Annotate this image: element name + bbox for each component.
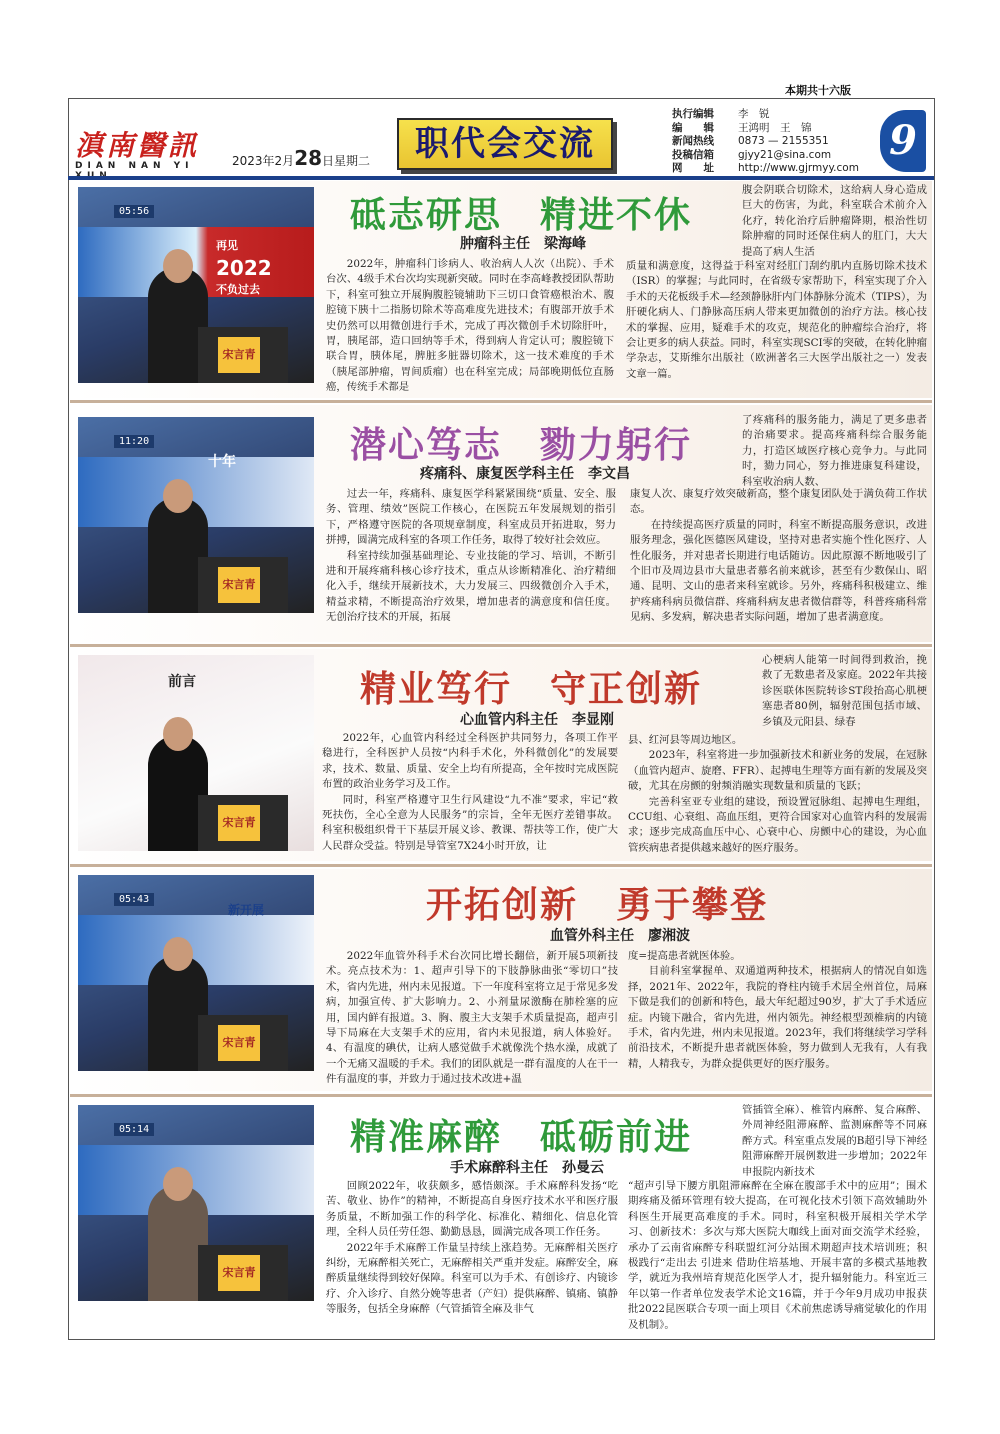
masthead-pinyin: DIAN NAN YI (75, 161, 194, 171)
paragraph: 在持续提高医疗质量的同时，科室不断提高服务意识，改进服务理念，强化医德医风建设，坚持对患者实施个性化医疗、人性化服务，并对患者长期进行电话随访。因此原源不断地吸引了个旧市及周边县市大量患者慕名前来就诊，甚至有少数保山、昭通、昆明、文山的患者来科室就诊。另外，疼痛科积极建立、维护疼痛科病员微信群、疼痛科病友患者微信群等，科普疼痛科常见病、多发病，解决患者实际问题，增加了患者满意度。 (630, 518, 927, 624)
article-byline: 血管外科主任 廖湘波 (550, 928, 690, 944)
staff-website[interactable]: http://www.gjrmyy.com (738, 162, 859, 174)
article-photo (78, 875, 314, 1071)
article-byline: 手术麻醉科主任 孙曼云 (450, 1160, 604, 1176)
article-headline: 精准麻醉 砥砺前进 (350, 1117, 693, 1158)
article-photo (78, 655, 314, 851)
article-column-top (742, 183, 927, 260)
clock-display: 05:14 (114, 1123, 154, 1136)
article-separator (70, 400, 932, 403)
article-column-right (628, 949, 927, 1072)
masthead-logo (75, 131, 225, 175)
paragraph: 2022年，肿瘤科门诊病人、收治病人人次（出院）、手术台次、4级手术台次均实现新突破。同时在李高峰教授团队帮助下，科室可独立开展胸腹腔镜辅助下三切口食管癌根治术、腹腔镜下胰十二指肠切除术等高难度先进技术；有腹部开放手术史仍然可以用微创进行手术，完成了再次微创手术切除肝叶，胃，胰尾部，造口回纳等手术，得到病人肯定认可；腹腔镜下联合胃，胰体尾，脾脏多脏器切除术，这一技术难度的手术（胰尾部肿瘤，胃间质瘤）也在科室完成；局部晚期低位直肠癌，传统手术都是 (326, 258, 614, 394)
staff-label: 网 址 (672, 162, 714, 174)
staff-label: 投稿信箱 (672, 148, 714, 161)
clock-display: 05:43 (114, 893, 154, 906)
slide-title: 新开展 (228, 903, 265, 917)
clock-display: 11:20 (114, 435, 154, 448)
paragraph: 2023年，科室将进一步加强新技术和新业务的发展，在冠脉（血管内超声、旋磨、FFR）、起搏电生理等方面有新的发展及突破，尤其在房颤的射频消融实现数量和质量的飞跃； (628, 749, 927, 793)
article-headline: 精业笃行 守正创新 (360, 669, 703, 710)
article-photo (78, 1105, 314, 1301)
paragraph: 度=提高患者就医体验。 (628, 950, 741, 962)
section-title: 职代会交流 (415, 124, 595, 164)
podium-nameplate: 宋言青 (218, 567, 260, 603)
paragraph: 腹会阴联合切除术，这给病人身心造成巨大的伤害，为此，科室联合术前介入化疗，转化治疗后肿瘤降期，根治性切除肿瘤的同时还保住病人的肛门，大大提高了病人生活 (742, 184, 927, 258)
article-oncology (70, 181, 932, 398)
paragraph: 2022年，心血管内科经过全科医护共同努力，各项工作平稳进行，全科医护人员按“内科手术化，外科微创化”的发展要求，技术、数量、质量、安全上均有所提高，全年按时完成医院布置的政治业务学习及工作。 (322, 732, 618, 791)
article-photo (78, 417, 314, 613)
article-separator (70, 864, 932, 867)
speaker-head (163, 717, 193, 751)
paragraph: 了疼痛科的服务能力，满足了更多患者的治痛要求。提高疼痛科综合服务能力，打造区域医疗核心竞争力。与此同时，勠力同心，努力推进康复科建设，科室收治病人数、 (742, 414, 927, 488)
page-number: 9 (880, 110, 926, 172)
podium-nameplate: 宋言青 (218, 805, 260, 841)
paragraph: 质量和满意度，这得益于科室对经肛门刮约肌内直肠切除术技术（ISR）的掌握；与此同时，在省级专家帮助下，科室实现了介入手术的天花板级手术—经颈静脉肝内门体静脉分流术（TIPS），为肝硬化病人、门静脉高压病人带来更加微创的治疗方法。核心技术的掌握、应用，疑难手术的攻克，规范化的肿瘤综合治疗，将会让更多的病人获益。同时，科室实现SCI零的突破，在转化肿瘤学杂志，艾斯维尔出版社（欧洲著名三大医学出版社之一）发表文章一篇。 (626, 260, 927, 380)
article-column-left (326, 487, 616, 626)
paragraph: 心梗病人能第一时间得到救治，挽救了无数患者及家庭。2022年共接诊医联体医院转诊ST段抬高心肌梗塞患者80例，辐射范围包括市域、乡镇及元阳县、绿春 (762, 654, 927, 728)
slogan-year: 2022 (216, 256, 272, 280)
paragraph: 管插管全麻）、椎管内麻醉、复合麻醉、外周神经阻滞麻醉、监测麻醉等不同麻醉方式。科室重点发展的B超引导下神经阻滞麻醉开展例数进一步增加；2022年申报院内新技术 (742, 1104, 927, 1178)
paragraph: 完善科室亚专业组的建设，预设置冠脉组、起搏电生理组，CCU组、心衰组、高血压组，更符合国家对心血管内科的发展需求；逐步完成高血压中心、心衰中心、房颤中心的建设，为心血管疾病患者提供越来越好的医疗服务。 (628, 795, 927, 854)
header-rule (68, 176, 934, 180)
article-column-top (742, 1103, 927, 1180)
paragraph: 县、红河县等周边地区。 (628, 734, 743, 746)
staff-email[interactable]: gjyy21@sina.com (738, 148, 832, 161)
staff-list (672, 108, 859, 176)
article-column-right (628, 1179, 927, 1333)
paragraph: 康复人次、康复疗效突破新高，整个康复团队处于满负荷工作状态。 (630, 488, 927, 516)
podium-nameplate: 宋言青 (218, 1025, 260, 1061)
article-column-left (326, 257, 614, 396)
article-pain (70, 405, 932, 642)
article-byline: 心血管内科主任 李显刚 (460, 712, 614, 728)
staff-row (672, 149, 859, 163)
article-separator (70, 644, 932, 647)
paragraph: “超声引导下腰方肌阻滞麻醉在全麻在腹部手术中的应用”；围术期疼痛及循环管理有较大提高，在可视化技术引领下高效辅助外科医生开展更高难度的手术。同时，科室积极开展相关学术学习、创新技术：多次与郑大医院大咖线上面对面交流学术经验，承办了云南省麻醉专科联盟红河分站围术期超声技术培训班；积极践行“走出去 引进来 借助住培基地、开展丰富的多模式基地教学，就近为我州培育规范化医学人才，提升辐射能力。科室近三年以第一作者单位发表学术论文16篇，并于今年9月成功申报获批2022昆医联合专项一面上项目《术前焦虑诱导痛觉敏化的作用及机制》。 (628, 1180, 927, 1331)
date-prefix: 2023年2月 (232, 154, 295, 168)
article-photo (78, 187, 314, 383)
article-column-right (628, 733, 927, 856)
article-separator (70, 1094, 932, 1097)
staff-label: 新闻热线 (672, 135, 714, 147)
article-column-top (742, 413, 927, 490)
speaker-head (163, 249, 193, 283)
staff-row (672, 122, 859, 136)
slogan-line: 再见 (216, 239, 238, 252)
speaker-head (163, 937, 193, 971)
paragraph: 回顾2022年，收获颇多，感悟颇深。手术麻醉科发扬“吃苦、敬业、协作”的精神，不断提高自身医疗技术水平和医疗服务质量，不断加强工作的科学化、标准化、精细化、信息化管理，全科人员任劳任怨、勤勤恳恳，圆满完成各项工作任务。 (326, 1180, 618, 1239)
article-column-left (326, 949, 618, 1088)
slide-title: 十年 (208, 454, 236, 470)
article-headline: 砥志研思 精进不休 (350, 195, 693, 236)
section-title-box (397, 118, 613, 170)
staff-value: 王鸿明 王 锦 (738, 121, 812, 134)
speaker-head (163, 479, 193, 513)
issue-date (232, 146, 370, 170)
slogan-line: 不负过去 (216, 283, 260, 296)
article-column-right (630, 487, 927, 626)
article-column-left (326, 1179, 618, 1318)
article-column-top (762, 653, 927, 730)
staff-label: 编 辑 (672, 121, 714, 134)
clock-display: 05:56 (114, 205, 154, 218)
article-headline: 潜心笃志 勠力躬行 (350, 425, 693, 466)
podium-nameplate: 宋言青 (218, 337, 260, 373)
article-cardiology (70, 649, 932, 861)
paragraph: 同时，科室严格遵守卫生行风建设“九不准”要求，牢记“救死扶伤，全心全意为人民服务”的宗旨，全年无医疗差错事故。科室积极组织骨干下基层开展义诊、教课、帮扶等工作，使广大人民群众受益。特别是导管室7X24小时开放，让 (322, 793, 618, 852)
date-day: 28 (294, 146, 323, 170)
slide-title: 前言 (168, 674, 196, 690)
speaker-head (163, 1167, 193, 1201)
article-column-left (322, 731, 618, 854)
paragraph: 过去一年，疼痛科、康复医学科紧紧围绕“质量、安全、服务、管理、绩效”医院工作核心，在医院五年发展规划的指引下，严格遵守医院的各项规章制度，科室成员开拓进取，努力拼搏，圆满完成科室的各项工作任务，取得了较好社会效应。 (326, 488, 616, 547)
masthead-title: 滇南醫訊 (75, 129, 200, 162)
paragraph: 目前科室掌握单、双通道两种技术，根据病人的情况自如选择，2021年、2022年，我院的脊柱内镜手术居全州首位，局麻下做是我们的创新和特色，最大年纪超过90岁，扩大了手术适应症。内镜下融合，省内先进，州内领先。神经根型颈椎病的内镜手术，省内先进，州内未见报道。2023年，我们将继续学习学科前沿技术，不断提升患者就医体验，努力做到人无我有，人有我精，人精我专，为群众提供更好的医疗服务。 (628, 965, 927, 1070)
page-count-note: 本期共十六版 (785, 84, 851, 97)
staff-value: 李 锐 (738, 108, 770, 120)
staff-row (672, 162, 859, 176)
article-vascular (70, 869, 932, 1091)
paragraph: 科室持续加强基础理论、专业技能的学习、培训，不断引进和开展疼痛科核心诊疗技术，重点从诊断精准化、治疗精细化入手，继续开展新技术，大力发展三、四级微创介入手术，精益求精，不断提高治疗效果，增加患者的满意度和信任度。无创治疗技术的开展，拓展 (326, 549, 616, 624)
article-byline: 肿瘤科主任 梁海峰 (460, 236, 586, 252)
staff-label: 执行编辑 (672, 108, 714, 120)
staff-row (672, 135, 859, 149)
paragraph: 2022年血管外科手术台次同比增长翻倍，新开展5项新技术。亮点技术为：1、超声引导下的下肢静脉曲张“零切口”技术，省内先进，州内未见报道。下一年度科室将立足于常见多发病，加强宣传、扩大影响力。2、小剂量尿激酶在肺栓塞的应用，国内鲜有报道。3、胸、腹主大支架手术质量提高，超声引导下局麻在大支架手术的应用，省内未见报道，病人体验好。4、有温度的碘伏，让病人感觉做手术就像洗个热水澡，成就了一个无痛又温暖的手术。我们的团队就是一群有温度的人在干一件有温度的事，并致力于通过技术改进+温 (326, 950, 618, 1086)
slogan-text (216, 235, 272, 301)
staff-value: 0873 — 2155351 (738, 135, 829, 147)
podium-nameplate: 宋言青 (218, 1255, 260, 1291)
date-suffix: 日星期二 (322, 154, 371, 168)
paragraph: 2022年手术麻醉工作量呈持续上涨趋势。无麻醉相关医疗纠纷，无麻醉相关死亡，无麻醉相关严重并发症。麻醉安全，麻醉质量继续得到较好保障。科室可以为手术、有创诊疗、内镜诊疗、介入诊疗、自然分娩等患者（产妇）提供麻醉、镇痛、镇静等服务，包括全身麻醉（气管插管全麻及非气 (326, 1241, 618, 1316)
article-anesthesia (70, 1099, 932, 1336)
staff-row (672, 108, 859, 122)
article-headline: 开拓创新 勇于攀登 (426, 885, 769, 926)
article-byline: 疼痛科、康复医学科主任 李文昌 (420, 466, 630, 482)
article-column-right (626, 259, 927, 382)
